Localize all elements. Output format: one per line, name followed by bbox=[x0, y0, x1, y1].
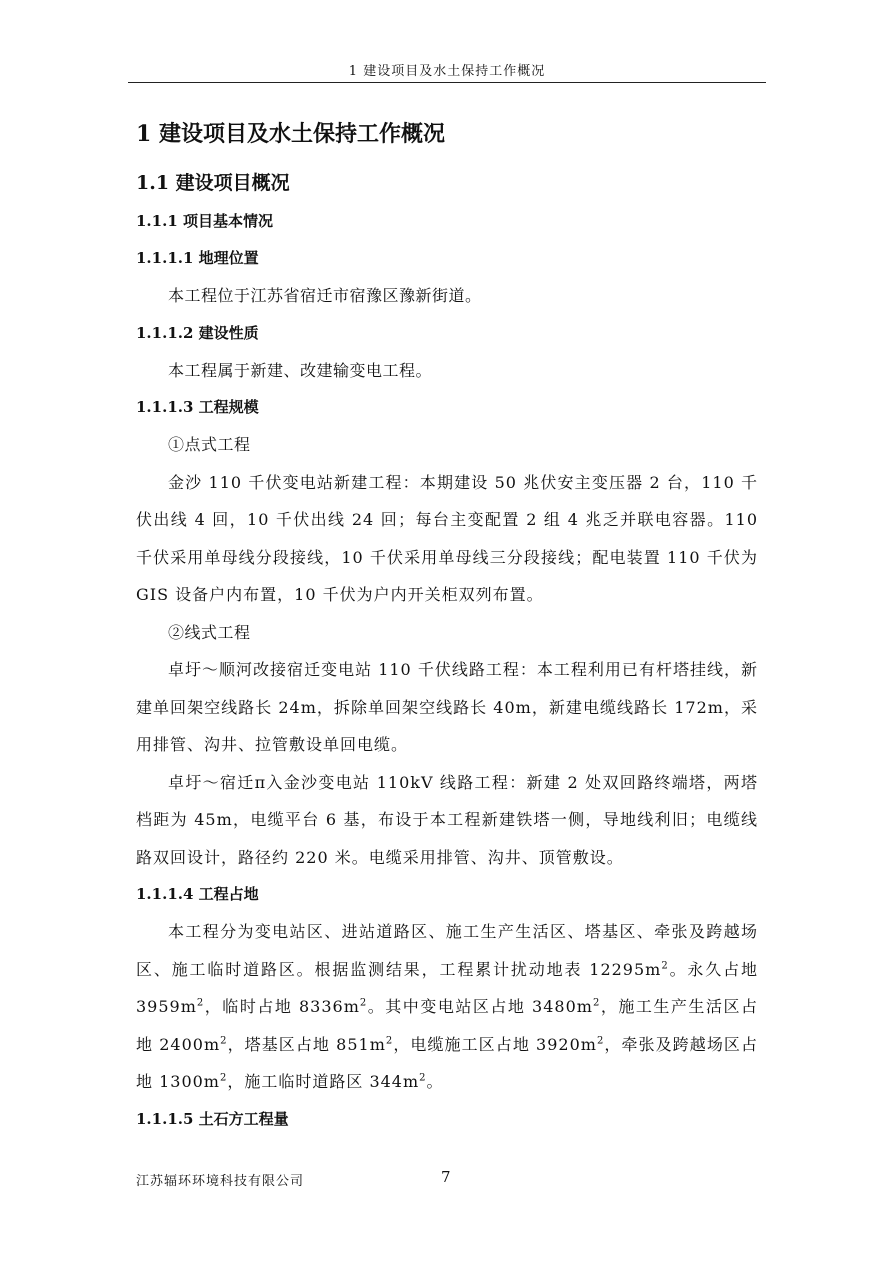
section-title-1-1: 1.1 建设项目概况 bbox=[136, 172, 290, 194]
superscript: 2 bbox=[592, 997, 601, 1009]
footer-company: 江苏辐环环境科技有限公司 bbox=[136, 1174, 305, 1189]
location-text: 本工程位于江苏省宿迁市宿豫区豫新街道。 bbox=[168, 286, 482, 305]
point-project-text: 金沙 110 千伏变电站新建工程：本期建设 50 兆伏安主变压器 2 台，110 千伏出线 4 回，10 千伏出线 24 回；每台主变配置 2 组 4 兆乏并联电容器。110 千伏采用单母线分段接线，10 千伏采用单母线三分段接线；配电装置 110 千伏为 GIS 设备户内布置，10 千伏为户内开关柜双列布置。 bbox=[136, 472, 758, 604]
land-text-part: 。其中变电站区占地 3480m bbox=[367, 997, 593, 1016]
heading-nature: 1.1.1.2 建设性质 bbox=[136, 323, 259, 342]
land-text-part: ，电缆施工区占地 3920m bbox=[393, 1034, 597, 1054]
point-project-label: ①点式工程 bbox=[168, 435, 251, 454]
land-text bbox=[136, 913, 758, 1101]
header-rule bbox=[128, 82, 766, 83]
line-project-text-1: 卓圩～顺河改接宿迁变电站 110 千伏线路工程：本工程利用已有杆塔挂线，新建单回架空线路长 24m，拆除单回架空线路长 40m，新建电缆线路长 172m，采用排管、沟井、拉管敷设单回电缆。 bbox=[136, 660, 758, 754]
heading-land: 1.1.1.4 工程占地 bbox=[136, 885, 259, 903]
land-text-part: ，牵张及跨越场区占地 1300m bbox=[136, 1034, 758, 1091]
heading-scale: 1.1.1.3 工程规模 bbox=[136, 398, 259, 416]
land-text-part: 本工程分为变电站区、进站道路区、施工生产生活区、塔基区、牵张及跨越场区、施工临时道路区。根据监测结果，工程累计扰动地表 12295m bbox=[136, 922, 758, 979]
land-text-part: ，塔基区占地 851m bbox=[227, 1034, 386, 1054]
land-text-part: 。永久占地 3959m bbox=[136, 959, 758, 1016]
running-header: 1 建设项目及水土保持工作概况 bbox=[348, 64, 546, 79]
superscript: 2 bbox=[220, 1035, 228, 1047]
superscript: 2 bbox=[419, 1072, 427, 1084]
chapter-title: 1 建设项目及水土保持工作概况 bbox=[136, 121, 445, 147]
heading-location: 1.1.1.1 地理位置 bbox=[136, 249, 259, 267]
line-project-label: ②线式工程 bbox=[168, 622, 251, 642]
land-text-part: ，施工生产生活区占地 2400m bbox=[136, 997, 758, 1054]
line-project-text-2: 卓圩～宿迁π入金沙变电站 110kV 线路工程：新建 2 处双回路终端塔，两塔档距为 45m，电缆平台 6 基，布设于本工程新建铁塔一侧，导地线利旧；电缆线路双回设计，路径约 220 米。电缆采用排管、沟井、顶管敷设。 bbox=[136, 772, 758, 867]
superscript: 2 bbox=[219, 1072, 228, 1084]
superscript: 2 bbox=[385, 1035, 394, 1047]
page-content bbox=[136, 114, 758, 1138]
superscript: 2 bbox=[359, 997, 368, 1009]
nature-text: 本工程属于新建、改建输变电工程。 bbox=[168, 360, 433, 380]
superscript: 2 bbox=[596, 1035, 605, 1047]
page-number: 7 bbox=[441, 1168, 451, 1186]
section-title-1-1-1: 1.1.1 项目基本情况 bbox=[136, 212, 273, 230]
superscript: 2 bbox=[196, 997, 205, 1009]
land-text-part: 。 bbox=[426, 1072, 444, 1091]
land-text-part: ，施工临时道路区 344m bbox=[227, 1072, 420, 1091]
heading-earthwork: 1.1.1.5 土石方工程量 bbox=[136, 1109, 289, 1128]
land-text-part: ，临时占地 8336m bbox=[204, 997, 360, 1016]
superscript: 2 bbox=[661, 960, 669, 972]
